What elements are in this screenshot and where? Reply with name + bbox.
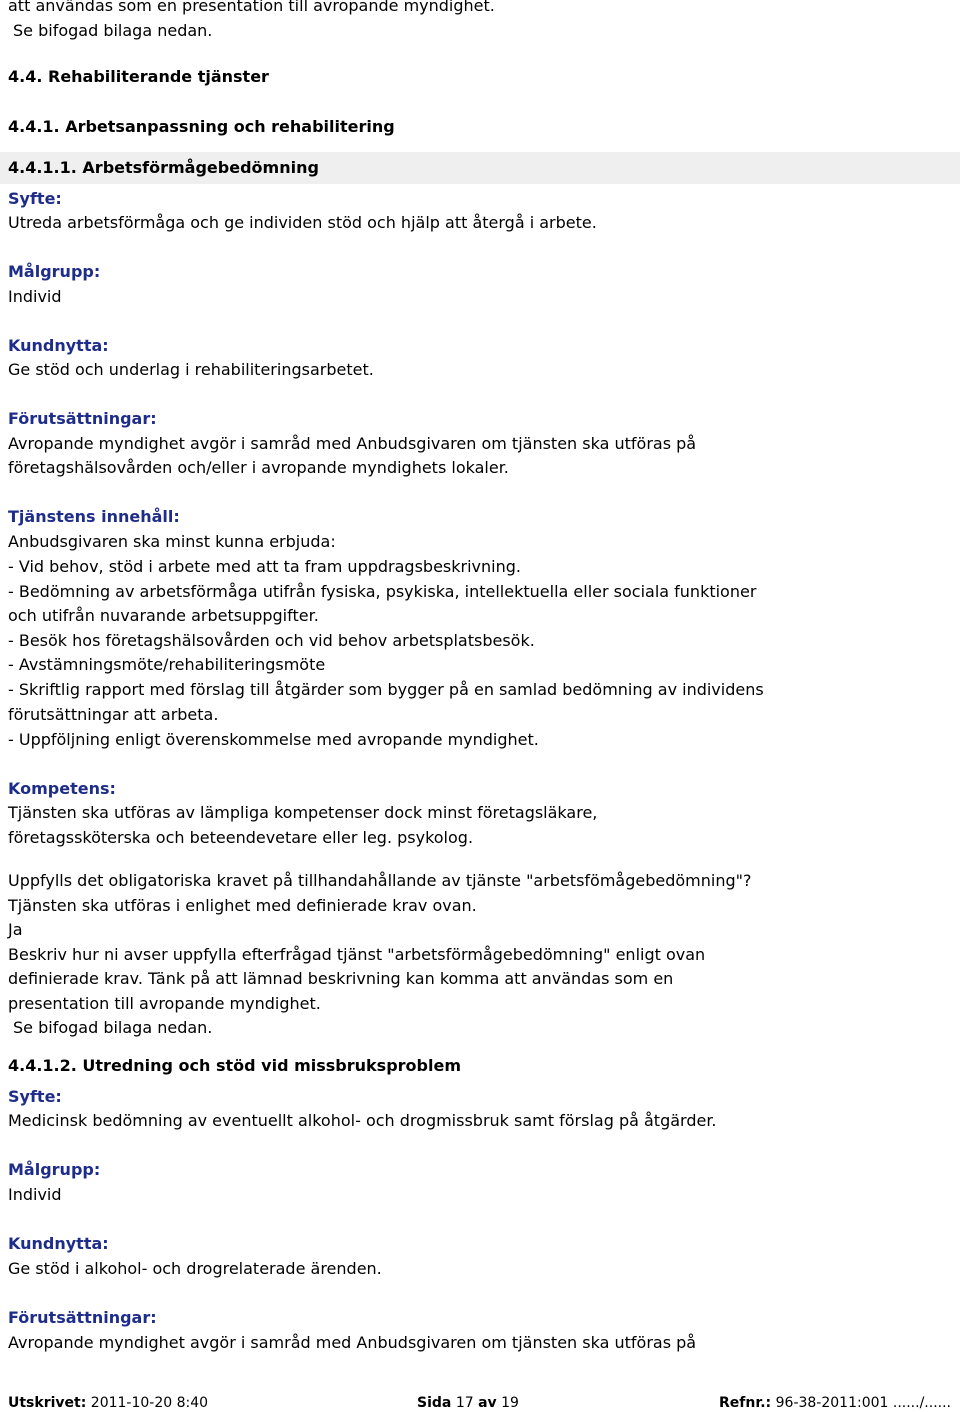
forutsattningar-line: företagshälsovården och/eller i avropande myndighets lokaler. [8,458,509,477]
footer-printed-label: Utskrivet: [8,1395,87,1411]
innehall-label: Tjänstens innehåll: [8,507,180,526]
innehall-line: - Avstämningsmöte/rehabiliteringsmöte [8,655,326,674]
footer-of-label: av [478,1395,497,1411]
syfte-label: Syfte: [8,189,62,208]
forutsattningar-line: Avropande myndighet avgör i samråd med Anbudsgivaren om tjänsten ska utföras på [8,434,697,453]
requirement-question: Tjänsten ska utföras i enlighet med definierade krav ovan. [8,896,477,915]
requirement-question: Uppfylls det obligatoriska kravet på tillhandahållande av tjänste "arbetsfömågebedömning"? [8,871,752,890]
innehall-line: och utifrån nuvarande arbetsuppgifter. [8,606,319,625]
requirement-answer: Ja [8,920,23,939]
forutsattningar-label: Förutsättningar: [8,1308,157,1327]
kundnytta-text: Ge stöd och underlag i rehabiliteringsarbetet. [8,360,374,379]
kompetens-label: Kompetens: [8,779,116,798]
footer-page-number: 17 [455,1395,474,1411]
footer-page [417,1394,519,1412]
forutsattningar-line: Avropande myndighet avgör i samråd med Anbudsgivaren om tjänsten ska utföras på [8,1333,697,1352]
footer-printed [8,1394,208,1412]
attachment-note: Se bifogad bilaga nedan. [13,1018,213,1037]
subsection-heading-4-4-1-2: 4.4.1.2. Utredning och stöd vid missbruksproblem [8,1056,461,1075]
continuation-text: att användas som en presentation till avropande myndighet. [8,0,495,15]
malgrupp-label: Målgrupp: [8,262,101,281]
description-prompt: presentation till avropande myndighet. [8,994,321,1013]
innehall-line: förutsättningar att arbeta. [8,705,219,724]
footer-printed-value: 2011-10-20 8:40 [90,1395,209,1411]
innehall-line: - Bedömning av arbetsförmåga utifrån fysiska, psykiska, intellektuella eller sociala funktioner [8,582,757,601]
kundnytta-label: Kundnytta: [8,336,109,355]
syfte-text: Medicinsk bedömning av eventuellt alkohol- och drogmissbruk samt förslag på åtgärder. [8,1111,717,1130]
description-prompt: definierade krav. Tänk på att lämnad beskrivning kan komma att användas som en [8,969,674,988]
section-heading-4-4-1: 4.4.1. Arbetsanpassning och rehabilitering [8,117,395,136]
description-prompt: Beskriv hur ni avser uppfylla efterfrågad tjänst "arbetsförmågebedömning" enligt ovan [8,945,706,964]
footer-refnr-label: Refnr.: [719,1395,772,1411]
attachment-note: Se bifogad bilaga nedan. [13,21,213,40]
kompetens-line: företagssköterska och beteendevetare eller leg. psykolog. [8,828,474,847]
innehall-line: - Vid behov, stöd i arbete med att ta fram uppdragsbeskrivning. [8,557,521,576]
syfte-text: Utreda arbetsförmåga och ge individen stöd och hjälp att återgå i arbete. [8,213,597,232]
footer-page-total: 19 [501,1395,519,1411]
malgrupp-text: Individ [8,287,62,306]
section-heading-4-4: 4.4. Rehabiliterande tjänster [8,67,269,86]
forutsattningar-label: Förutsättningar: [8,409,157,428]
footer-page-label: Sida [417,1395,452,1411]
footer-refnr-value: 96-38-2011:001 ....../...... [775,1395,951,1411]
innehall-line: - Uppföljning enligt överenskommelse med avropande myndighet. [8,730,539,749]
innehall-line: - Besök hos företagshälsovården och vid behov arbetsplatsbesök. [8,631,535,650]
malgrupp-label: Målgrupp: [8,1160,101,1179]
subsection-header-bar [0,152,960,184]
kundnytta-label: Kundnytta: [8,1234,109,1253]
subsection-heading-4-4-1-1: 4.4.1.1. Arbetsförmågebedömning [8,158,319,177]
footer-refnr [719,1394,951,1412]
malgrupp-text: Individ [8,1185,62,1204]
kompetens-line: Tjänsten ska utföras av lämpliga kompetenser dock minst företagsläkare, [8,803,598,822]
innehall-line: - Skriftlig rapport med förslag till åtgärder som bygger på en samlad bedömning av individens [8,680,764,699]
innehall-line: Anbudsgivaren ska minst kunna erbjuda: [8,532,336,551]
kundnytta-text: Ge stöd i alkohol- och drogrelaterade ärenden. [8,1259,382,1278]
syfte-label: Syfte: [8,1087,62,1106]
